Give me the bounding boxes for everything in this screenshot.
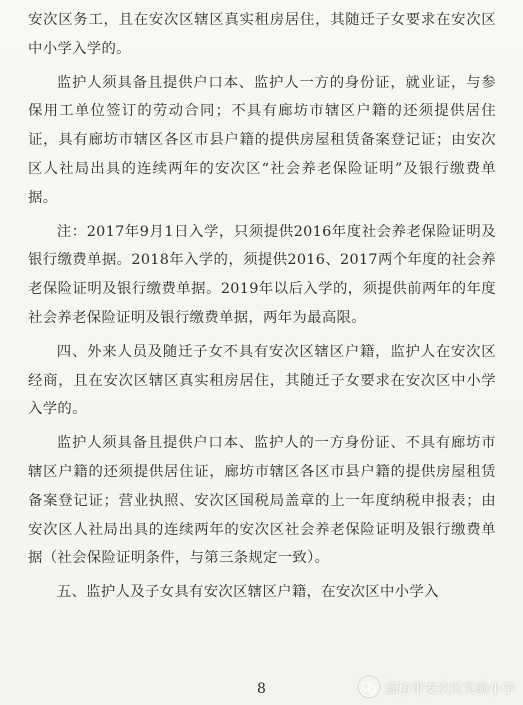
paragraph-6: 五、监护人及子女具有安次区辖区户籍，在安次区中小学入: [56, 584, 439, 601]
wechat-icon: [359, 677, 379, 697]
watermark: [359, 677, 515, 697]
paragraph-5: 监护人须具备且提供户口本、监护人的一方身份证、不具有廊坊市辖区户籍的还须提供居住证，廊坊市辖区各区市县户籍的提供房屋租赁备案登记证；营业执照、安次区国税局盖章的上一年度纳税申报表；由安次区人社局出具的连续两年的安次区社会养老保险证明及银行缴费单据（社会保险证明条件，与第三条规定一致）。: [28, 435, 496, 567]
paragraph-1: 安次区务工，且在安次区辖区真实租房居住，其随迁子女要求在安次区中小学入学的。: [28, 12, 496, 57]
page-number: 8: [257, 681, 266, 697]
watermark-text: 廊坊市安次区实验小学: [384, 680, 515, 696]
paragraph-4: 四、外来人员及随迁子女不具有安次区辖区户籍，监护人在安次区经商，且在安次区辖区真实租房居住，其随迁子女要求在安次区中小学入学的。: [28, 343, 496, 418]
paragraph-3: 注：2017年9月1日入学，只须提供2016年度社会养老保险证明及银行缴费单据。2018年入学的，须提供2016、2017两个年度的社会养老保险证明及银行缴费单据。2019年以后入学的，须提供前两年的年度社会养老保险证明及银行缴费单据，两年为最高限。: [28, 223, 496, 326]
document-body: [28, 6, 496, 612]
paragraph-2: 监护人须具备且提供户口本、监护人一方的身份证，就业证，与参保用工单位签订的劳动合同；不具有廊坊市辖区户籍的还须提供居住证，具有廊坊市辖区各区市县户籍的提供房屋租赁备案登记证；由安次区人社局出具的连续两年的安次区“社会养老保险证明”及银行缴费单据。: [28, 74, 496, 206]
